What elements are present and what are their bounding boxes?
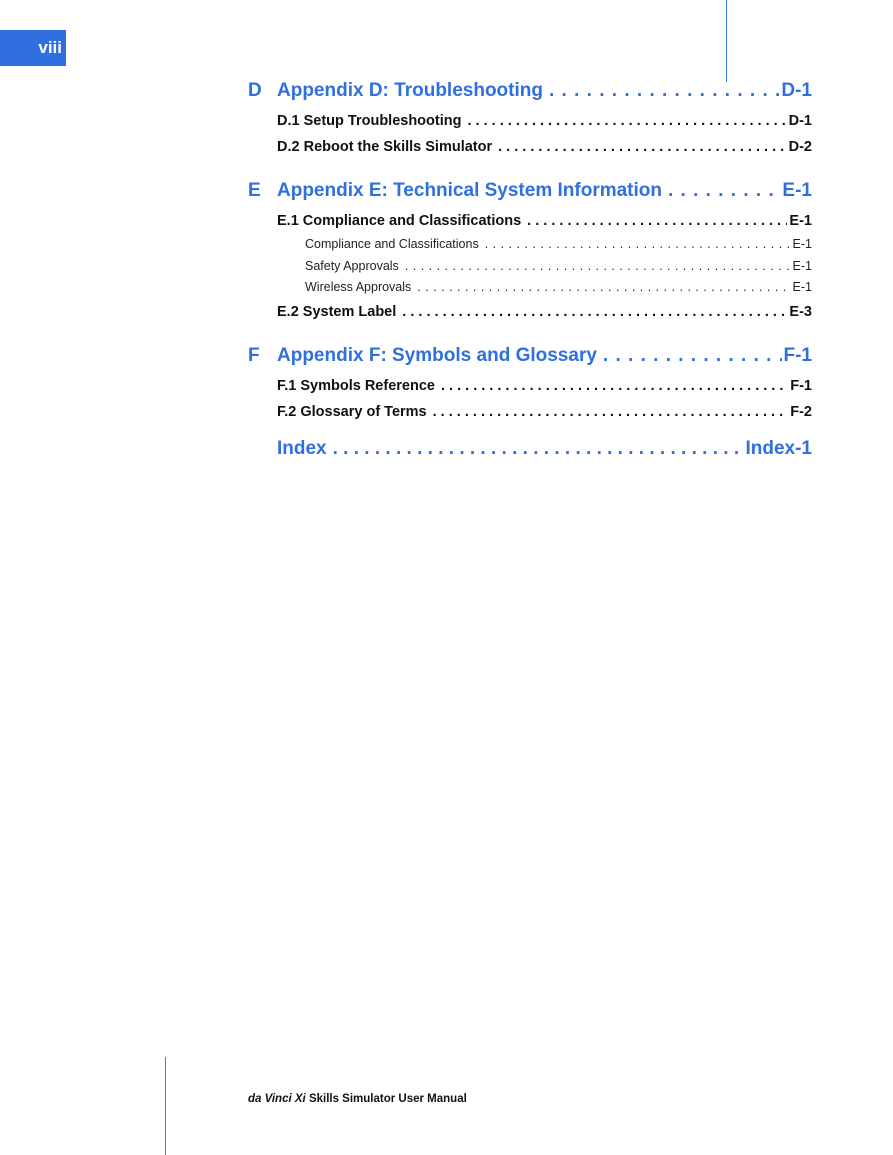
appendix-title: Appendix F: Symbols and Glossary — [277, 344, 597, 366]
dot-leader — [467, 108, 786, 134]
subsection-title: Compliance and Classifications — [305, 237, 479, 251]
footer-manual-title: Skills Simulator User Manual — [308, 1093, 467, 1105]
page-ref: E-1 — [792, 280, 812, 294]
page-ref: D-1 — [788, 113, 812, 129]
footer-product-name: da Vinci Xi — [248, 1093, 306, 1105]
toc-section-e2[interactable] — [277, 299, 812, 325]
spacer — [248, 160, 812, 180]
section-title: F.1 Symbols Reference — [277, 377, 435, 394]
toc-section-d2[interactable] — [277, 134, 812, 160]
spacer — [248, 325, 812, 345]
page-ref: E-1 — [792, 237, 812, 251]
page-ref: E-3 — [789, 303, 812, 320]
page-ref: F-1 — [783, 344, 812, 366]
dot-leader — [417, 277, 790, 299]
toc-subsection-safety[interactable] — [305, 256, 812, 278]
appendix-letter: E — [248, 180, 261, 201]
appendix-letter: F — [248, 344, 260, 366]
page-ref: E-1 — [792, 258, 812, 273]
section-title: D.1 Setup Troubleshooting — [277, 113, 462, 129]
toc-appendix-d[interactable] — [248, 80, 812, 108]
dot-leader — [527, 208, 787, 234]
dot-leader — [333, 438, 744, 460]
dot-leader — [441, 373, 788, 399]
toc-appendix-e[interactable] — [248, 180, 812, 208]
page-ref: Index-1 — [745, 437, 812, 459]
page-number-tab — [0, 30, 66, 66]
section-title: E.1 Compliance and Classifications — [277, 213, 522, 229]
toc-section-e1[interactable] — [277, 208, 812, 234]
dot-leader — [405, 256, 791, 278]
toc-appendix-f[interactable] — [248, 345, 812, 373]
toc-subsection-wireless[interactable] — [305, 277, 812, 299]
toc-subsection-compliance[interactable] — [305, 234, 812, 256]
dot-leader — [433, 399, 789, 425]
appendix-letter: D — [248, 80, 262, 101]
page-ref: F-2 — [790, 403, 812, 420]
toc-section-f2[interactable] — [277, 399, 812, 425]
table-of-contents — [248, 80, 812, 466]
dot-leader — [402, 299, 787, 325]
toc-section-d1[interactable] — [277, 108, 812, 134]
appendix-title: Appendix D: Troubleshooting — [277, 80, 543, 101]
page-ref: E-1 — [782, 180, 812, 201]
spacer — [248, 425, 812, 438]
page-footer — [248, 1093, 467, 1105]
section-title: F.2 Glossary of Terms — [277, 403, 427, 420]
toc-section-f1[interactable] — [277, 373, 812, 399]
dot-leader — [549, 80, 779, 102]
toc-index[interactable] — [277, 438, 812, 466]
page-ref: D-2 — [788, 139, 812, 155]
index-title: Index — [277, 437, 327, 459]
subsection-title: Safety Approvals — [305, 258, 399, 273]
footer-divider-rule — [165, 1057, 166, 1155]
page-ref: E-1 — [789, 213, 812, 229]
dot-leader — [668, 180, 780, 202]
dot-leader — [498, 134, 787, 160]
page-ref: F-1 — [790, 377, 812, 394]
top-divider-rule — [726, 0, 727, 82]
section-title: E.2 System Label — [277, 303, 397, 320]
dot-leader — [603, 345, 782, 367]
dot-leader — [485, 234, 791, 256]
page-ref: D-1 — [781, 80, 812, 101]
subsection-title: Wireless Approvals — [305, 280, 412, 294]
appendix-title: Appendix E: Technical System Information — [277, 180, 662, 201]
page-number: viii — [38, 38, 62, 57]
section-title: D.2 Reboot the Skills Simulator — [277, 139, 493, 155]
